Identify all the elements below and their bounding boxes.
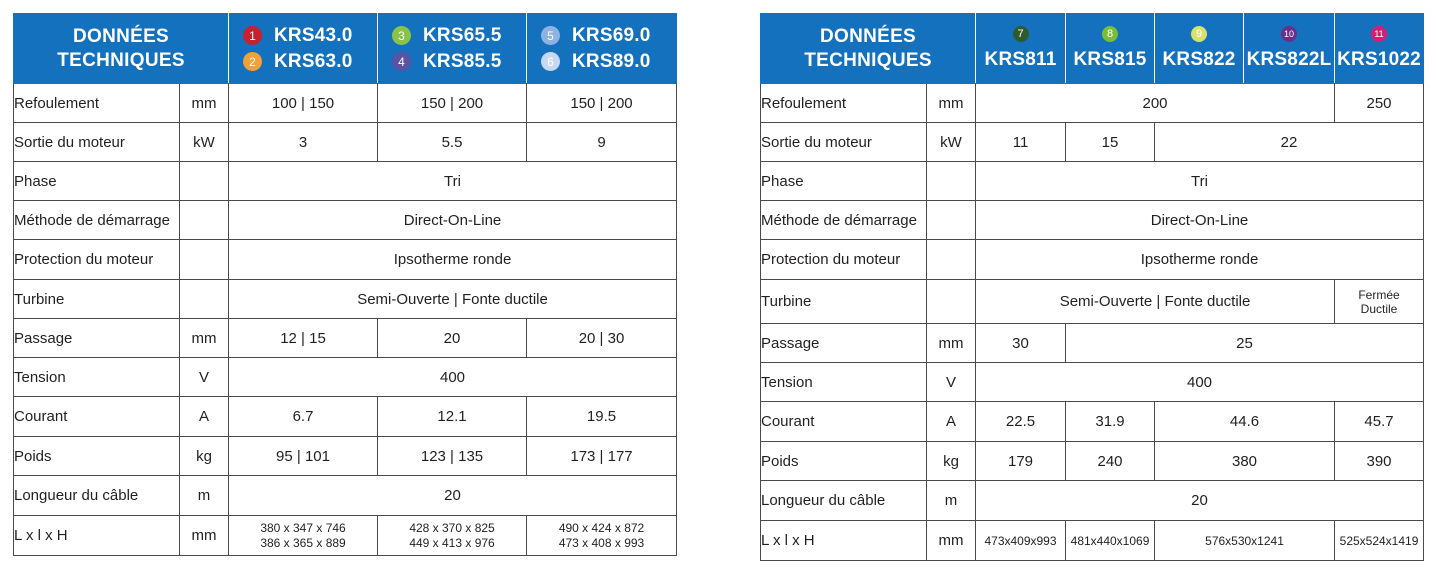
- model-krs890: 6 KRS89.0: [527, 49, 676, 75]
- cell-value: 390: [1335, 442, 1424, 481]
- table-row: [14, 201, 677, 240]
- row-unit: m: [180, 476, 229, 516]
- cell-value: 30: [976, 324, 1066, 363]
- row-unit: A: [927, 402, 976, 442]
- row-label: Protection du moteur: [761, 240, 927, 280]
- row-unit: [180, 162, 229, 201]
- cell-value: Direct-On-Line: [229, 201, 677, 240]
- cell-value: 490 x 424 x 872 473 x 408 x 993: [527, 516, 677, 556]
- cell-value: Tri: [229, 162, 677, 201]
- row-unit: kW: [180, 123, 229, 162]
- table-row: [761, 481, 1424, 521]
- row-unit: mm: [180, 516, 229, 556]
- row-unit: mm: [927, 324, 976, 363]
- header-title: DONNÉES TECHNIQUES: [761, 14, 976, 84]
- model-number-badge: 11: [1371, 26, 1387, 42]
- row-label: Poids: [761, 442, 927, 481]
- spec-table-left: [13, 13, 677, 556]
- row-label: Courant: [761, 402, 927, 442]
- cell-value: 11: [976, 123, 1066, 162]
- model-krs430: 1 KRS43.0: [229, 23, 377, 49]
- cell-value: 150 | 200: [527, 84, 677, 123]
- row-label: Refoulement: [14, 84, 180, 123]
- table-header-row: [14, 14, 677, 84]
- table-row: [761, 201, 1424, 240]
- cell-value: 525x524x1419: [1335, 521, 1424, 561]
- table-row: [14, 437, 677, 476]
- row-label: Phase: [14, 162, 180, 201]
- row-unit: V: [927, 363, 976, 402]
- model-number-badge: 7: [1013, 26, 1029, 42]
- row-unit: mm: [927, 521, 976, 561]
- row-label: Protection du moteur: [14, 240, 180, 280]
- model-number-badge: 1: [243, 26, 262, 45]
- row-label: Tension: [14, 358, 180, 397]
- model-krs822: 9 KRS822: [1155, 14, 1244, 84]
- cell-value: Ipsotherme ronde: [976, 240, 1424, 280]
- row-label: Turbine: [761, 280, 927, 324]
- model-number-badge: 8: [1102, 26, 1118, 42]
- model-number-badge: 2: [243, 52, 262, 71]
- cell-value: 6.7: [229, 397, 378, 437]
- table-row: [761, 521, 1424, 561]
- row-unit: [180, 240, 229, 280]
- model-number-badge: 3: [392, 26, 411, 45]
- row-label: Turbine: [14, 280, 180, 319]
- cell-value: 428 x 370 x 825 449 x 413 x 976: [378, 516, 527, 556]
- cell-value: 123 | 135: [378, 437, 527, 476]
- cell-value: 576x530x1241: [1155, 521, 1335, 561]
- cell-value: 5.5: [378, 123, 527, 162]
- table-row: [14, 280, 677, 319]
- table-row: [761, 280, 1424, 324]
- model-krs690: 5 KRS69.0: [527, 23, 676, 49]
- table-row: [14, 162, 677, 201]
- cell-value: 473x409x993: [976, 521, 1066, 561]
- table-row: [761, 240, 1424, 280]
- cell-value: Tri: [976, 162, 1424, 201]
- cell-value: Semi-Ouverte | Fonte ductile: [229, 280, 677, 319]
- cell-value: Semi-Ouverte | Fonte ductile: [976, 280, 1335, 324]
- row-label: Courant: [14, 397, 180, 437]
- table-row: [761, 123, 1424, 162]
- row-unit: [927, 280, 976, 324]
- table-header-row: [761, 14, 1424, 84]
- table-row: [14, 516, 677, 556]
- cell-value: 173 | 177: [527, 437, 677, 476]
- table-row: [761, 363, 1424, 402]
- table-row: [14, 319, 677, 358]
- row-unit: V: [180, 358, 229, 397]
- cell-value: 45.7: [1335, 402, 1424, 442]
- cell-value: 20: [229, 476, 677, 516]
- table-row: [14, 123, 677, 162]
- row-label: Poids: [14, 437, 180, 476]
- cell-value: 250: [1335, 84, 1424, 123]
- cell-value: 400: [976, 363, 1424, 402]
- row-label: Sortie du moteur: [761, 123, 927, 162]
- cell-value: 3: [229, 123, 378, 162]
- row-unit: [180, 280, 229, 319]
- cell-value: 20 | 30: [527, 319, 677, 358]
- table-row: [14, 240, 677, 280]
- model-krs815: 8 KRS815: [1066, 14, 1155, 84]
- cell-value: 12 | 15: [229, 319, 378, 358]
- cell-value: 25: [1066, 324, 1424, 363]
- table-row: [761, 162, 1424, 201]
- row-unit: kg: [180, 437, 229, 476]
- model-number-badge: 10: [1281, 26, 1297, 42]
- row-unit: m: [927, 481, 976, 521]
- cell-value: 19.5: [527, 397, 677, 437]
- cell-value: 179: [976, 442, 1066, 481]
- cell-value: 200: [976, 84, 1335, 123]
- model-krs822l: 10 KRS822L: [1244, 14, 1335, 84]
- row-unit: kg: [927, 442, 976, 481]
- table-row: [14, 397, 677, 437]
- row-label: L x l x H: [761, 521, 927, 561]
- table-row: [761, 442, 1424, 481]
- table-row: [761, 84, 1424, 123]
- cell-value: 95 | 101: [229, 437, 378, 476]
- row-label: Longueur du câble: [14, 476, 180, 516]
- cell-value: 20: [976, 481, 1424, 521]
- model-number-badge: 6: [541, 52, 560, 71]
- row-unit: mm: [180, 319, 229, 358]
- table-row: [761, 324, 1424, 363]
- row-label: Phase: [761, 162, 927, 201]
- row-label: Méthode de démarrage: [14, 201, 180, 240]
- cell-value: Direct-On-Line: [976, 201, 1424, 240]
- model-number-badge: 4: [392, 52, 411, 71]
- row-label: Passage: [14, 319, 180, 358]
- model-krs630: 2 KRS63.0: [229, 49, 377, 75]
- row-label: Longueur du câble: [761, 481, 927, 521]
- table-row: [14, 358, 677, 397]
- table-row: [761, 402, 1424, 442]
- row-unit: kW: [927, 123, 976, 162]
- spec-table-right: [760, 13, 1424, 561]
- model-krs655: 3 KRS65.5: [378, 23, 526, 49]
- row-unit: [180, 201, 229, 240]
- cell-value: 100 | 150: [229, 84, 378, 123]
- cell-value: 12.1: [378, 397, 527, 437]
- cell-value: Fermée Ductile: [1335, 280, 1424, 324]
- row-label: L x l x H: [14, 516, 180, 556]
- model-group-2: [378, 14, 527, 84]
- row-unit: A: [180, 397, 229, 437]
- cell-value: 380 x 347 x 746 386 x 365 x 889: [229, 516, 378, 556]
- model-group-1: [229, 14, 378, 84]
- model-krs855: 4 KRS85.5: [378, 49, 526, 75]
- row-unit: [927, 240, 976, 280]
- row-label: Passage: [761, 324, 927, 363]
- cell-value: 400: [229, 358, 677, 397]
- row-label: Tension: [761, 363, 927, 402]
- table-row: [14, 476, 677, 516]
- cell-value: 380: [1155, 442, 1335, 481]
- model-number-badge: 5: [541, 26, 560, 45]
- table-row: [14, 84, 677, 123]
- cell-value: 481x440x1069: [1066, 521, 1155, 561]
- row-unit: [927, 201, 976, 240]
- row-unit: [927, 162, 976, 201]
- cell-value: 9: [527, 123, 677, 162]
- cell-value: 240: [1066, 442, 1155, 481]
- cell-value: 150 | 200: [378, 84, 527, 123]
- cell-value: 31.9: [1066, 402, 1155, 442]
- row-unit: mm: [180, 84, 229, 123]
- row-label: Sortie du moteur: [14, 123, 180, 162]
- cell-value: 44.6: [1155, 402, 1335, 442]
- cell-value: Ipsotherme ronde: [229, 240, 677, 280]
- model-group-3: [527, 14, 677, 84]
- cell-value: 20: [378, 319, 527, 358]
- cell-value: 22.5: [976, 402, 1066, 442]
- row-label: Refoulement: [761, 84, 927, 123]
- model-number-badge: 9: [1191, 26, 1207, 42]
- row-label: Méthode de démarrage: [761, 201, 927, 240]
- model-krs1022: 11 KRS1022: [1335, 14, 1424, 84]
- row-unit: mm: [927, 84, 976, 123]
- model-krs811: 7 KRS811: [976, 14, 1066, 84]
- header-title: DONNÉES TECHNIQUES: [14, 14, 229, 84]
- cell-value: 22: [1155, 123, 1424, 162]
- cell-value: 15: [1066, 123, 1155, 162]
